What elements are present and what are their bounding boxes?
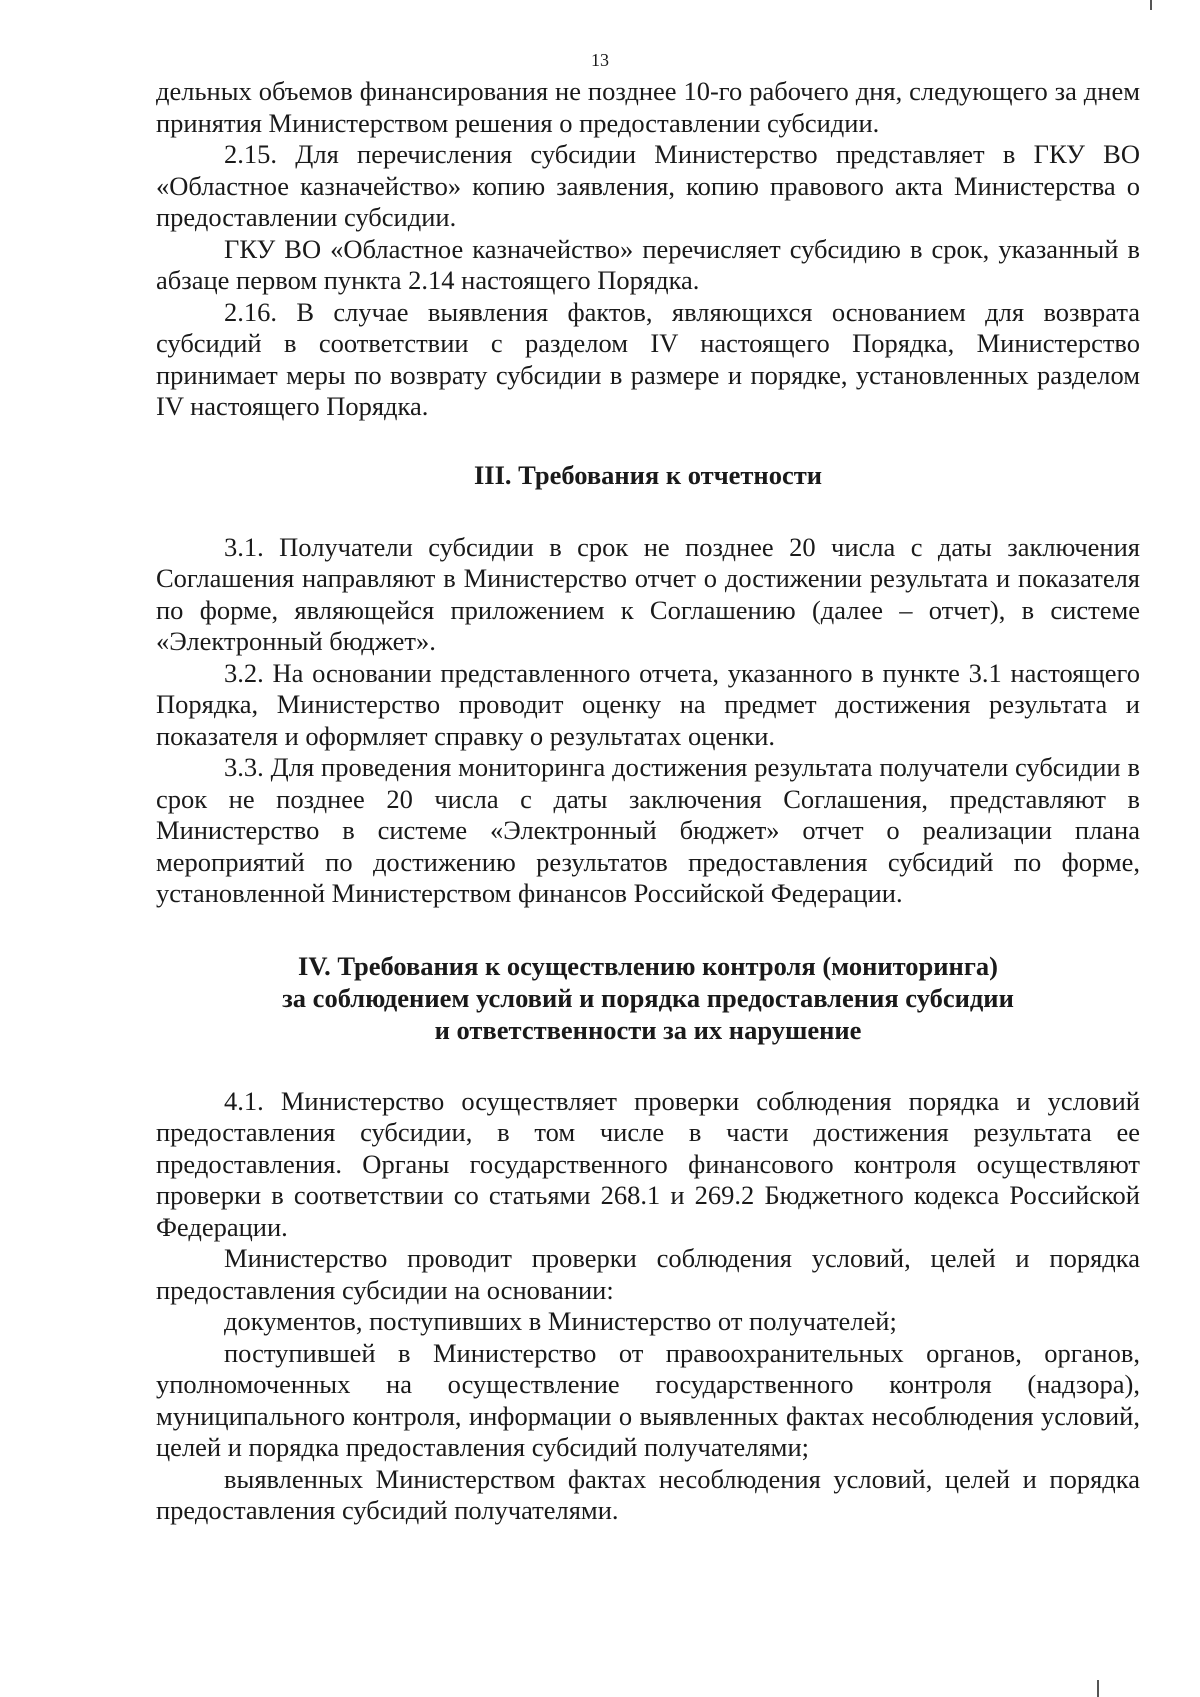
paragraph-treasury: ГКУ ВО «Областное казначейство» перечисляет субсидию в срок, указанный в абзаце первом пункта 2.14 настоящего Порядка.	[156, 233, 1140, 295]
scan-edge-mark	[1097, 1680, 1099, 1697]
section-heading-iii: III. Требования к отчетности	[473, 459, 822, 490]
list-item-ministry-findings: выявленных Министерством фактах несоблюдения условий, целей и порядка предоставления субсидий получателями.	[156, 1463, 1140, 1525]
scan-edge-mark	[1150, 0, 1152, 10]
paragraph-2-15: 2.15. Для перечисления субсидии Министерство представляет в ГКУ ВО «Областное казначейство» копию заявления, копию правового акта Министерства о предоставлении субсидии.	[156, 139, 1140, 232]
section-heading-iv	[156, 950, 1140, 1046]
document-body	[156, 76, 1140, 1527]
paragraph-continuation: дельных объемов финансирования не позднее 10-го рабочего дня, следующего за днем принятия Министерством решения о предоставлении субсидии.	[156, 76, 1140, 138]
paragraph-3-1: 3.1. Получатели субсидии в срок не позднее 20 числа с даты заключения Соглашения направляют в Министерство отчет о достижении результата и показателя по форме, являющейся приложением к Соглашению (далее – отчет), в системе «Электронный бюджет».	[156, 531, 1140, 656]
list-item-documents: документов, поступивших в Министерство от получателей;	[224, 1306, 897, 1336]
list-item-agencies: поступившей в Министерство от правоохранительных органов, органов, уполномоченных на осуществление государственного контроля (надзора), муниципального контроля, информации о выявленных фактах несоблюдения условий, целей и порядка предоставления субсидий получателями;	[156, 1337, 1140, 1462]
paragraph-3-2: 3.2. На основании представленного отчета, указанного в пункте 3.1 настоящего Порядка, Министерство проводит оценку на предмет достижения результата и показателя и оформляет справку о результатах оценки.	[156, 657, 1140, 751]
paragraph-checks-basis: Министерство проводит проверки соблюдения условий, целей и порядка предоставления субсидии на основании:	[156, 1243, 1140, 1305]
paragraph-4-1: 4.1. Министерство осуществляет проверки соблюдения порядка и условий предоставления субсидии, в том числе в части достижения результата ее предоставления. Органы государственного финансового контроля осуществляют проверки в соответствии со статьями 268.1 и 269.2 Бюджетного кодекса Российской Федерации.	[156, 1085, 1140, 1242]
section-heading-iv-line: IV. Требования к осуществлению контроля (мониторинга)	[298, 950, 998, 981]
page-number: 13	[591, 50, 609, 70]
section-heading-iv-line: за соблюдением условий и порядка предоставления субсидии	[282, 982, 1014, 1013]
section-heading-iv-line: и ответственности за их нарушение	[434, 1014, 862, 1045]
paragraph-3-3: 3.3. Для проведения мониторинга достижения результата получатели субсидии в срок не позднее 20 числа с даты заключения Соглашения, представляют в Министерство в системе «Электронный бюджет» отчет о реализации плана мероприятий по достижению результатов предоставления субсидий по форме, установленной Министерством финансов Российской Федерации.	[156, 752, 1140, 908]
paragraph-2-16: 2.16. В случае выявления фактов, являющихся основанием для возврата субсидий в соответствии с разделом IV настоящего Порядка, Министерство принимает меры по возврату субсидии в размере и порядке, установленных разделом IV настоящего Порядка.	[156, 296, 1140, 421]
